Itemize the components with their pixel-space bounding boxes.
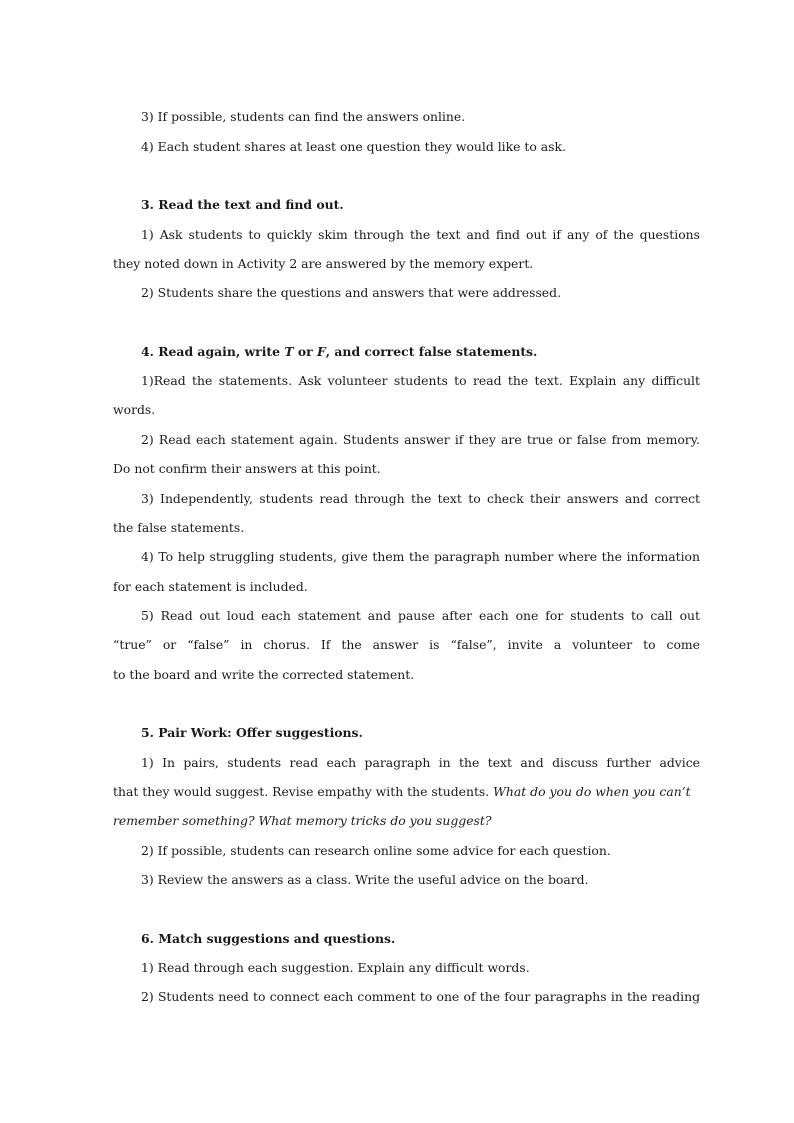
paragraph-line: 2) Students share the questions and answers that were addressed. — [141, 285, 562, 300]
paragraph-line: the false statements. — [113, 520, 245, 535]
paragraph-line: 2) If possible, students can research online some advice for each question. — [141, 843, 611, 858]
paragraph-line: 4) Each student shares at least one question they would like to ask. — [141, 139, 566, 154]
paragraph-line: 3) If possible, students can find the answers online. — [141, 109, 466, 124]
paragraph-line: 1) Read through each suggestion. Explain any difficult words. — [141, 960, 530, 975]
heading-text: or — [293, 344, 317, 359]
section-heading-4 — [141, 344, 537, 360]
heading-t: T — [284, 344, 294, 359]
paragraph-text: that they would suggest. Revise empathy with the students. — [113, 784, 494, 799]
paragraph-line: they noted down in Activity 2 are answered by the memory expert. — [113, 256, 534, 271]
paragraph-line: words. — [113, 402, 156, 417]
paragraph-line: “true” or “false” in chorus. If the answer is “false”, invite a volunteer to come — [113, 637, 700, 652]
paragraph-line: 3) Independently, students read through the text to check their answers and correct — [141, 491, 700, 506]
paragraph-line: 5) Read out loud each statement and pause after each one for students to call out — [141, 608, 700, 623]
paragraph-line: to the board and write the corrected statement. — [113, 667, 415, 682]
paragraph-line: 1)Read the statements. Ask volunteer students to read the text. Explain any difficult — [141, 373, 700, 388]
paragraph-line: Do not confirm their answers at this point. — [113, 461, 381, 476]
paragraph-line: 1) Ask students to quickly skim through the text and find out if any of the questions — [141, 227, 700, 242]
section-heading-6: 6. Match suggestions and questions. — [141, 931, 396, 946]
paragraph-line: for each statement is included. — [113, 579, 308, 594]
heading-text: 4. Read again, write — [141, 344, 285, 359]
example-question: What do you do when you can’t — [493, 784, 691, 799]
paragraph-line: 2) Read each statement again. Students answer if they are true or false from memory. — [141, 432, 700, 447]
section-heading-5: 5. Pair Work: Offer suggestions. — [141, 725, 363, 740]
section-heading-3: 3. Read the text and find out. — [141, 197, 344, 212]
paragraph-line: 1) In pairs, students read each paragraph in the text and discuss further advice — [141, 755, 700, 770]
paragraph-line: 4) To help struggling students, give them the paragraph number where the information — [141, 549, 700, 564]
example-question: remember something? What memory tricks do you suggest? — [113, 813, 492, 828]
paragraph-line: 2) Students need to connect each comment to one of the four paragraphs in the reading — [141, 989, 700, 1004]
heading-text: , and correct false statements. — [325, 344, 538, 359]
paragraph-line — [113, 784, 691, 800]
heading-f: F — [316, 344, 326, 359]
paragraph-line: 3) Review the answers as a class. Write the useful advice on the board. — [141, 872, 589, 887]
